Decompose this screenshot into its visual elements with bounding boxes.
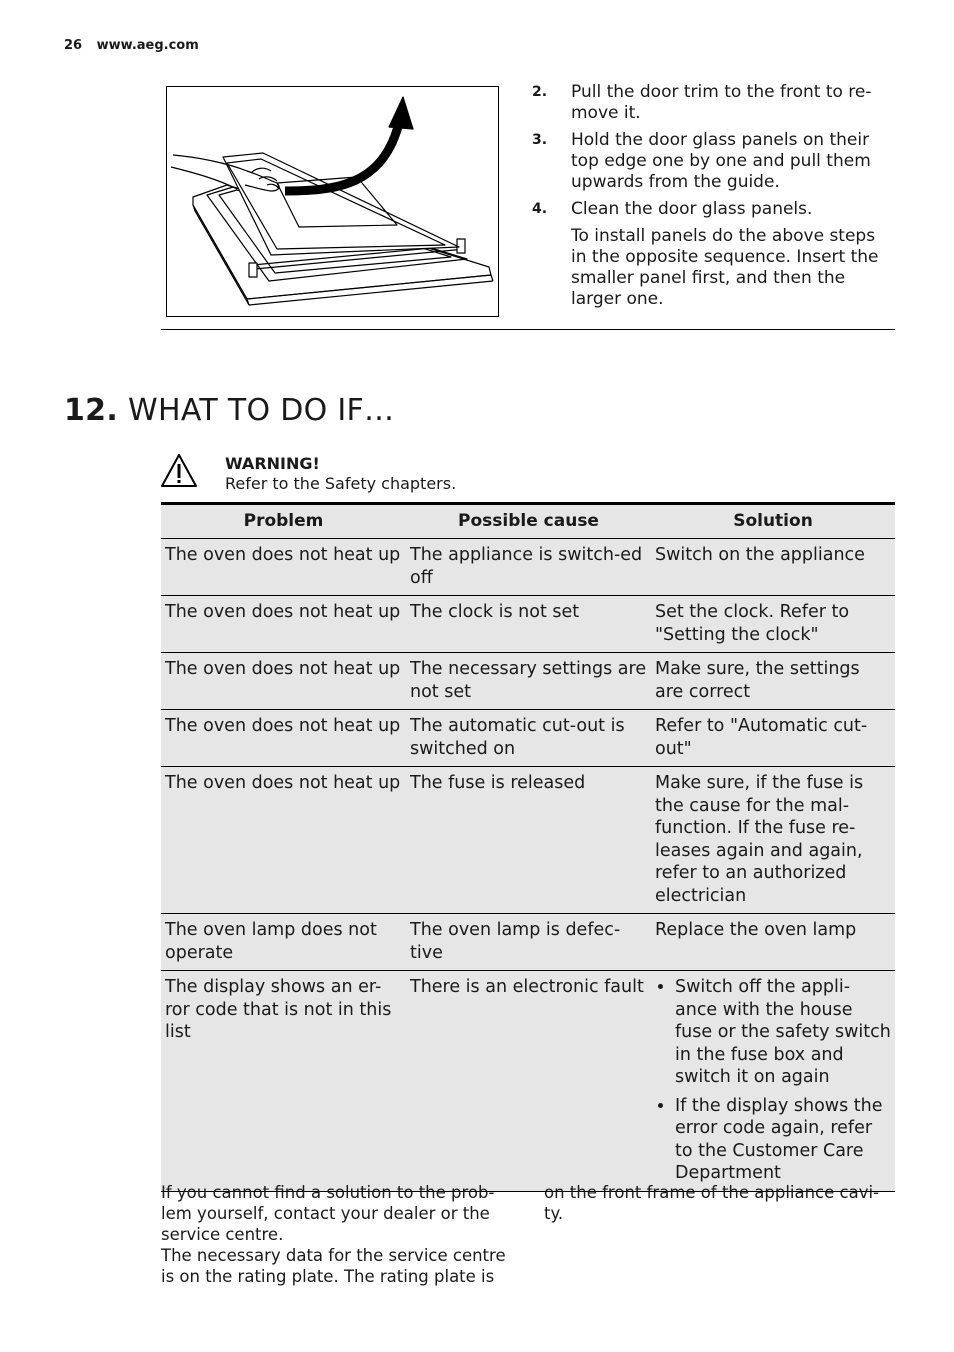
step-number: 3. <box>532 132 548 148</box>
column-header-problem: Problem <box>161 504 406 539</box>
solution-cell: Replace the oven lamp <box>651 914 895 971</box>
page-number: 26 <box>64 38 83 53</box>
troubleshooting-table <box>161 502 895 1192</box>
step-text: Hold the door glass panels on their top edge one by one and pull them upwards from the guide. <box>571 130 871 192</box>
cause-cell: The clock is not set <box>406 596 651 653</box>
table-row <box>161 539 895 596</box>
cause-cell: The automatic cut-out is switched on <box>406 710 651 767</box>
section-number: 12. <box>64 393 119 428</box>
table-row <box>161 710 895 767</box>
page-header <box>64 38 199 53</box>
section-divider <box>161 329 895 330</box>
warning-title: WARNING! <box>225 454 320 473</box>
footer-paragraph: If you cannot find a solution to the prob-lem yourself, contact your dealer or the service centre. <box>161 1183 495 1244</box>
table-row <box>161 971 895 1192</box>
footer-right-text: on the front frame of the appliance cavi-ty. <box>544 1183 880 1223</box>
problem-cell: The oven does not heat up <box>161 710 406 767</box>
problem-cell: The oven does not heat up <box>161 539 406 596</box>
instruction-steps <box>532 82 894 310</box>
warning-triangle-icon <box>160 453 198 493</box>
column-header-cause: Possible cause <box>406 504 651 539</box>
footer-paragraph: The necessary data for the service centre is on the rating plate. The rating plate is <box>161 1246 506 1286</box>
solution-cell: Make sure, if the fuse is the cause for the mal-function. If the fuse re-leases again and again, refer to an authorized electrician <box>651 767 895 914</box>
step-number: 4. <box>532 201 548 217</box>
solution-cell: Switch on the appliance <box>651 539 895 596</box>
step-3 <box>532 130 894 193</box>
step-text: Pull the door trim to the front to re-move it. <box>571 82 872 123</box>
door-panel-illustration <box>166 86 499 317</box>
table-row <box>161 653 895 710</box>
section-title: WHAT TO DO IF… <box>128 393 395 428</box>
step-4 <box>532 199 894 220</box>
table-row <box>161 914 895 971</box>
table-row <box>161 767 895 914</box>
solution-list <box>655 976 891 1185</box>
section-heading <box>64 393 394 428</box>
list-item: • Switch off the appli-ance with the house fuse or the safety switch in the fuse box and switch it on again <box>675 976 891 1089</box>
solution-cell: Refer to "Automatic cut-out" <box>651 710 895 767</box>
door-glass-removal-drawing <box>167 87 498 316</box>
step-2 <box>532 82 894 124</box>
site-url: www.aeg.com <box>96 38 199 53</box>
problem-cell: The oven lamp does not operate <box>161 914 406 971</box>
solution-cell: Make sure, the settings are correct <box>651 653 895 710</box>
cause-cell: There is an electronic fault <box>406 971 651 1192</box>
table-row <box>161 596 895 653</box>
problem-cell: The display shows an er-ror code that is not in this list <box>161 971 406 1192</box>
warning-text: Refer to the Safety chapters. <box>225 474 457 493</box>
problem-cell: The oven does not heat up <box>161 596 406 653</box>
table-header-row <box>161 504 895 539</box>
column-header-solution: Solution <box>651 504 895 539</box>
problem-cell: The oven does not heat up <box>161 653 406 710</box>
cause-cell: The necessary settings are not set <box>406 653 651 710</box>
footer-left-text <box>161 1182 521 1287</box>
install-note: To install panels do the above steps in the opposite sequence. Insert the smaller panel first, and then the larger one. <box>571 226 879 309</box>
cause-cell: The appliance is switch-ed off <box>406 539 651 596</box>
step-text: Clean the door glass panels. <box>571 199 813 219</box>
solution-cell: Set the clock. Refer to "Setting the clock" <box>651 596 895 653</box>
cause-cell: The fuse is released <box>406 767 651 914</box>
problem-cell: The oven does not heat up <box>161 767 406 914</box>
cause-cell: The oven lamp is defec-tive <box>406 914 651 971</box>
solution-cell <box>651 971 895 1192</box>
list-item: • If the display shows the error code again, refer to the Customer Care Department <box>675 1095 891 1185</box>
step-number: 2. <box>532 84 548 100</box>
